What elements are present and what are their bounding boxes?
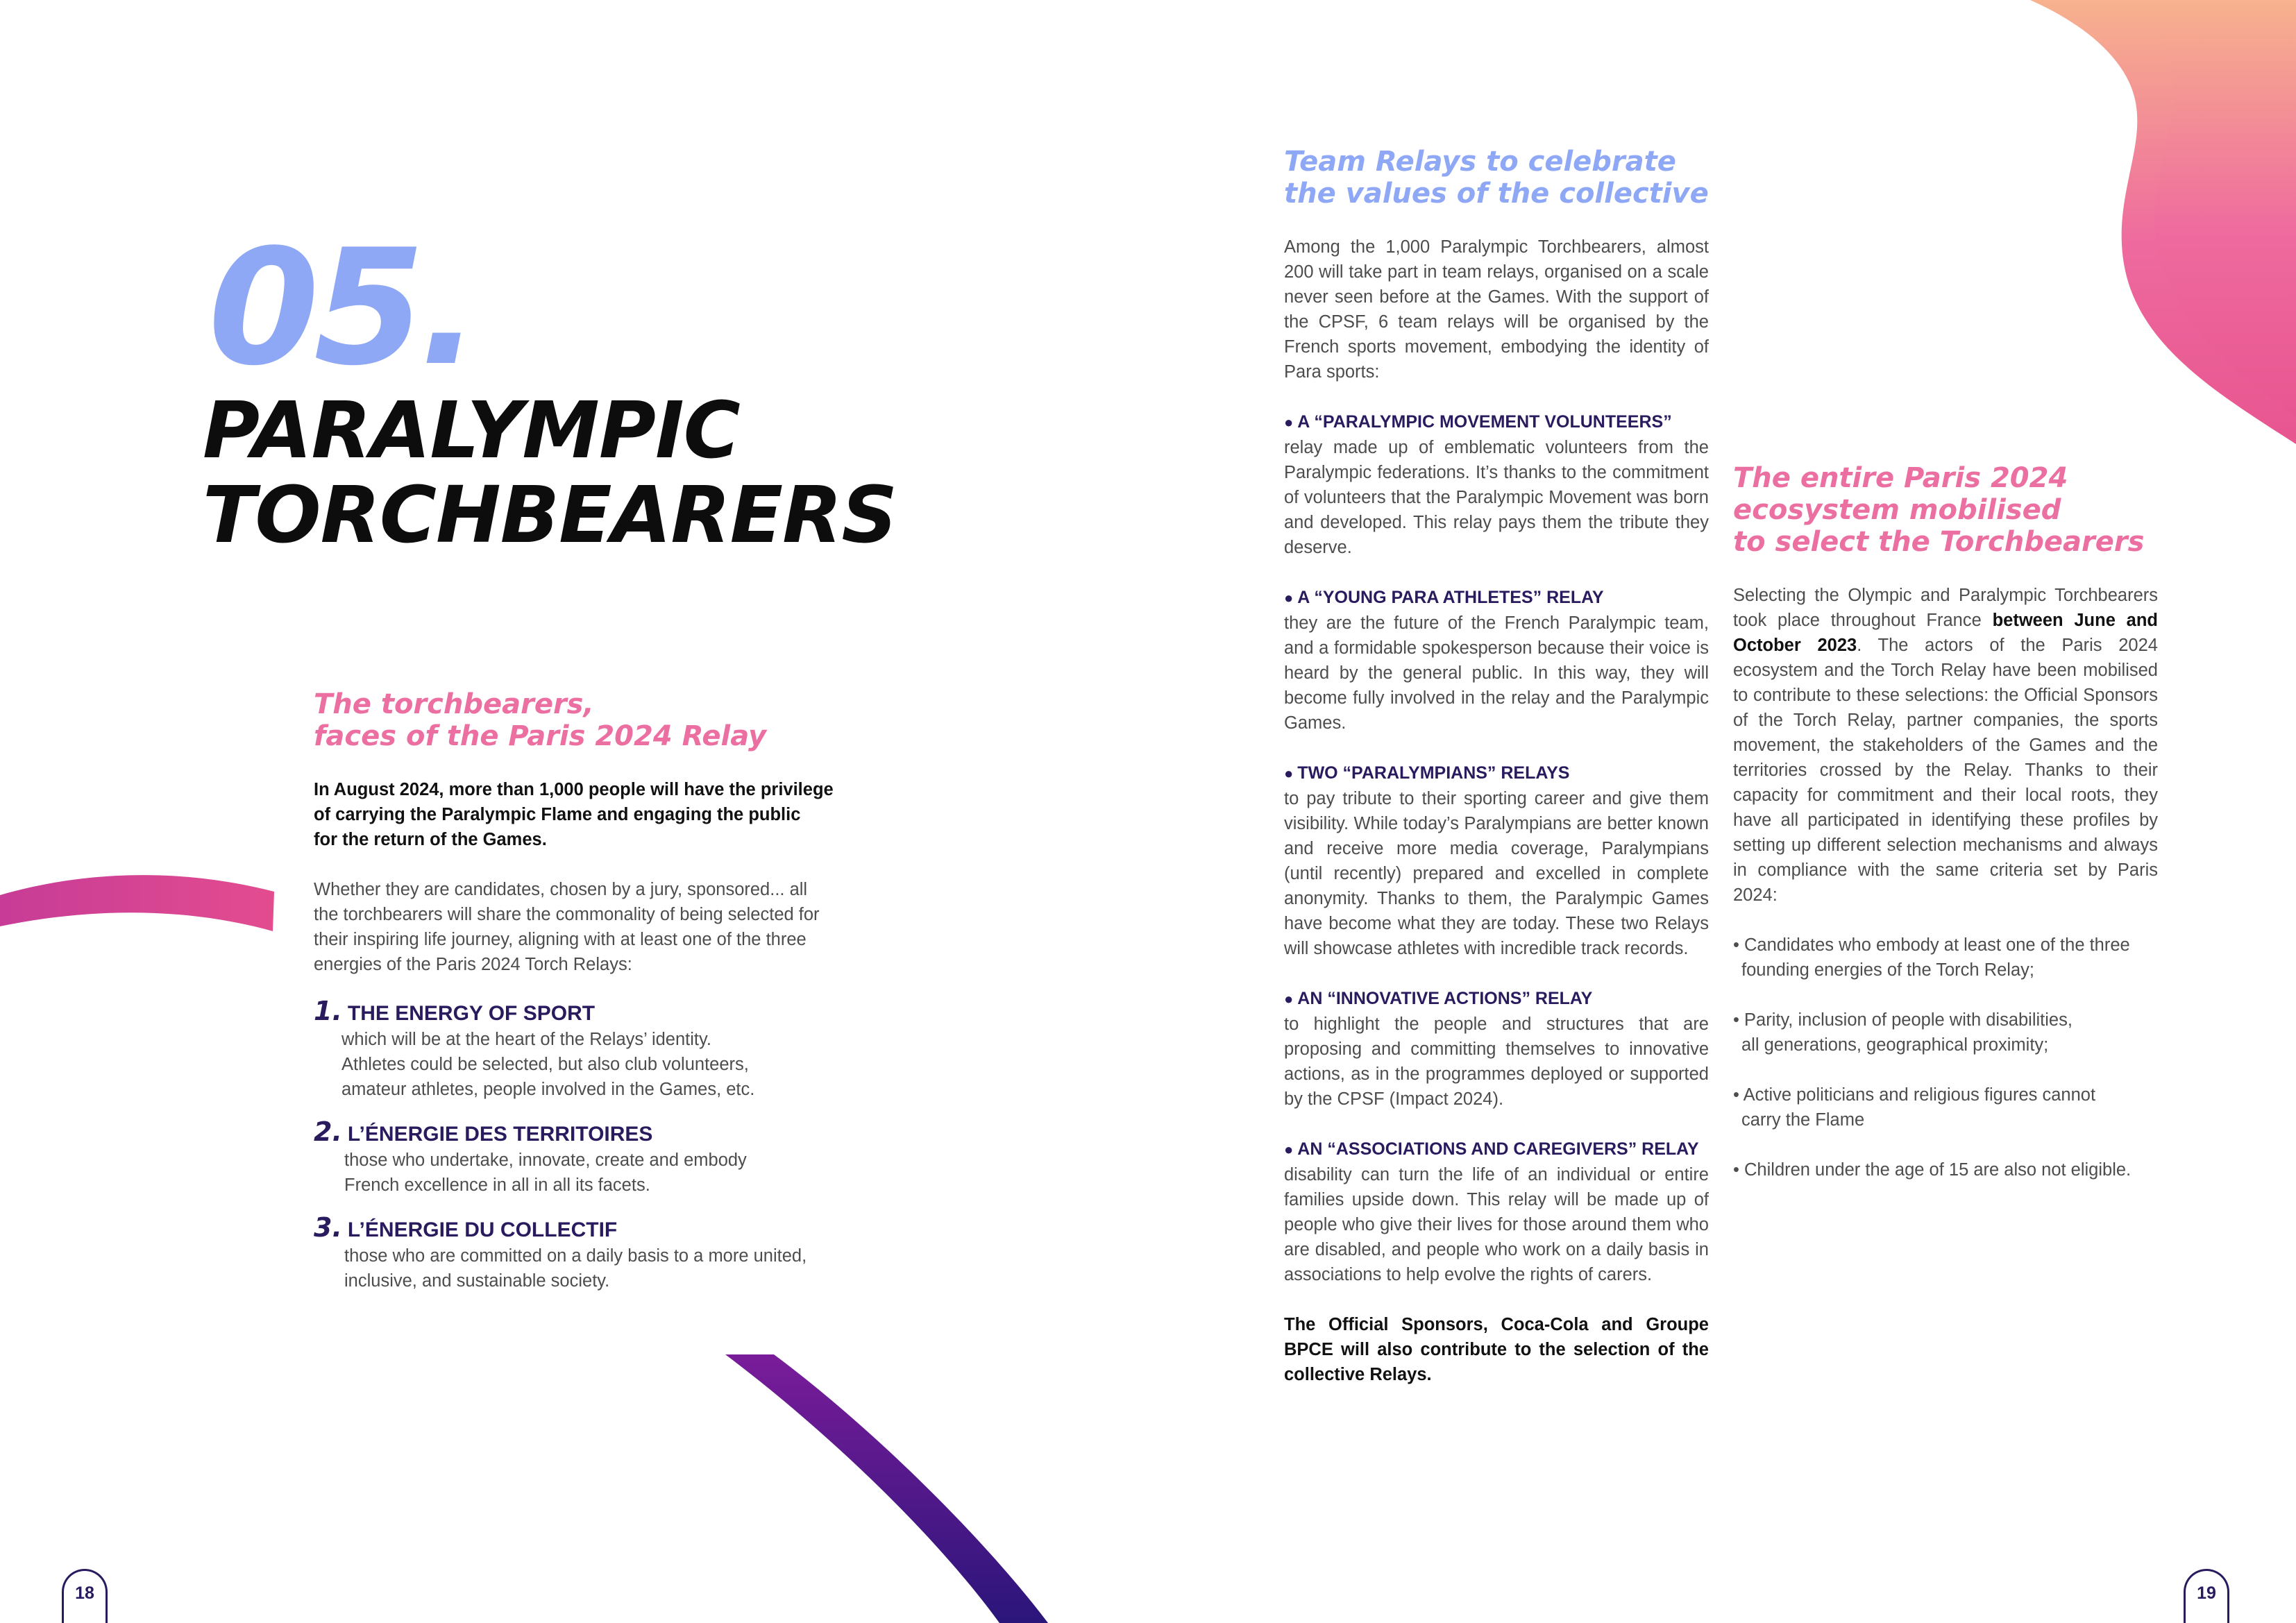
energy-description: those who undertake, innovate, create and embody French excellence in all in all its facets. [344, 1150, 747, 1195]
relays-intro: Among the 1,000 Paralympic Torchbearers, almost 200 will take part in team relays, organised on a scale never seen before at the Games. With the support of the CPSF, 6 team relays will be organised by the French sports movement, embodying the identity of Para sports: [1284, 237, 1709, 382]
page-number-left: 18 [62, 1569, 108, 1623]
relay-text: relay made up of emblematic volunteers from the Paralympic federations. It’s thanks to the commitment of volunteers that the Paralympic Movement was born and developed. This relay pays them the tribute they deserve. [1284, 438, 1709, 557]
energy-number: 2. [314, 1116, 342, 1147]
bullet-icon: ● [1284, 990, 1294, 1008]
bullet-icon: ● [1284, 765, 1294, 782]
energy-number: 1. [314, 996, 342, 1026]
energy-title: THE ENERGY OF SPORT [347, 1002, 596, 1025]
energy-number: 3. [314, 1212, 342, 1243]
relay-item [1284, 760, 1709, 961]
relay-item [1284, 1137, 1709, 1287]
relay-text: to highlight the people and structures that are proposing and committing themselves to innovative actions, as in the programmes deployed or supported by the CPSF (Impact 2024). [1284, 1014, 1709, 1109]
chapter-title-line: PARALYMPIC [203, 386, 740, 476]
energy-item [314, 998, 834, 1102]
criteria-item: • Active politicians and religious figures cannot carry the Flame [1733, 1085, 2096, 1130]
criteria-item: • Children under the age of 15 are also not eligible. [1733, 1160, 2132, 1180]
criteria-list [1733, 933, 2158, 1182]
relay-item [1284, 585, 1709, 736]
relay-title: A “PARALYMPIC MOVEMENT VOLUNTEERS” [1297, 412, 1672, 432]
section-heading: The entire Paris 2024 ecosystem mobilised to select the Torchbearers [1733, 462, 2145, 558]
relay-item [1284, 986, 1709, 1112]
relay-title: AN “ASSOCIATIONS AND CAREGIVERS” RELAY [1297, 1139, 1699, 1159]
selection-text: Selecting the Olympic and Paralympic Torchbearers took place throughout France between June and October 2023. The actors of the Paris 2024 ecosystem and the Torch Relay have been mobilised to contribute to these selections: the Official Sponsors of the Torch Relay, partner companies, the sports movement, the stakeholders of the Games and the territories crossed by the Relay. Thanks to their capacity for commitment and their local roots, they have all participated in identifying these profiles by setting up different selection mechanisms and always in compliance with the same criteria set by Paris 2024: [1733, 586, 2159, 905]
selection-dates: between June and October 2023 [1733, 611, 2159, 655]
criteria-item: • Parity, inclusion of people with disabilities, all generations, geographical proximity; [1733, 1010, 2073, 1055]
intro-text: Whether they are candidates, chosen by a jury, sponsored... all the torchbearers will share the commonality of being selected for their inspiring life journey, aligning with at least one of the three energies of the Paris 2024 Torch Relays: [314, 880, 820, 974]
left-ribbon [0, 875, 274, 931]
bottom-ribbon [725, 1354, 1048, 1623]
criteria-item: • Candidates who embody at least one of the three founding energies of the Torch Relay; [1733, 935, 2130, 980]
right-column [1733, 462, 2158, 1207]
intro-bold: In August 2024, more than 1,000 people will have the privilege of carrying the Paralympic Flame and engaging the public for the return of the Games. [314, 780, 834, 849]
sponsors-note: The Official Sponsors, Coca-Cola and Groupe BPCE will also contribute to the selection of the collective Relays. [1284, 1315, 1709, 1384]
relay-text: they are the future of the French Paralympic team, and a formidable spokesperson because their voice is heard by the general public. In this way, they will become fully involved in the relay and the Paralympic Games. [1284, 613, 1709, 733]
energy-item [314, 1116, 834, 1198]
chapter-title-line: TORCHBEARERS [203, 470, 897, 561]
relay-text: to pay tribute to their sporting career and give them visibility. While today’s Paralympians are better known and receive more media coverage, Paralympians (until recently) prepared and excelled in complete anonymity. Thanks to them, the Paralympic Games have become what they are today. These two Relays will showcase athletes with incredible track records. [1284, 789, 1709, 958]
relay-item [1284, 409, 1709, 560]
energy-description: which will be at the heart of the Relays’ identity. Athletes could be selected, but also club volunteers, amateur athletes, people involved in the Games, etc. [341, 1030, 755, 1099]
energy-title: L’ÉNERGIE DU COLLECTIF [347, 1218, 618, 1241]
bullet-icon: ● [1284, 589, 1294, 606]
section-heading: The torchbearers, faces of the Paris 2024 Relay [314, 688, 767, 752]
middle-column [1284, 146, 1709, 1387]
bullet-icon: ● [1284, 1141, 1294, 1158]
relay-title: TWO “PARALYMPIANS” RELAYS [1297, 763, 1570, 783]
energy-description: those who are committed on a daily basis to a more united, inclusive, and sustainable society. [344, 1246, 807, 1291]
left-column [314, 688, 834, 1293]
chapter-title [203, 386, 897, 561]
energy-item [314, 1214, 834, 1293]
bullet-icon: ● [1284, 414, 1294, 431]
relay-text: disability can turn the life of an individual or entire families upside down. This relay will be made up of people who give their lives for those around them who are disabled, and people who work on a daily basis in associations to help evolve the rights of carers. [1284, 1165, 1709, 1284]
relay-title: AN “INNOVATIVE ACTIONS” RELAY [1297, 989, 1593, 1008]
section-heading: Team Relays to celebrate the values of the collective [1284, 146, 1709, 210]
relay-title: A “YOUNG PARA ATHLETES” RELAY [1297, 588, 1604, 607]
chapter-number: 05. [208, 216, 475, 401]
page-number-right: 19 [2184, 1569, 2229, 1623]
energy-title: L’ÉNERGIE DES TERRITOIRES [347, 1123, 653, 1146]
